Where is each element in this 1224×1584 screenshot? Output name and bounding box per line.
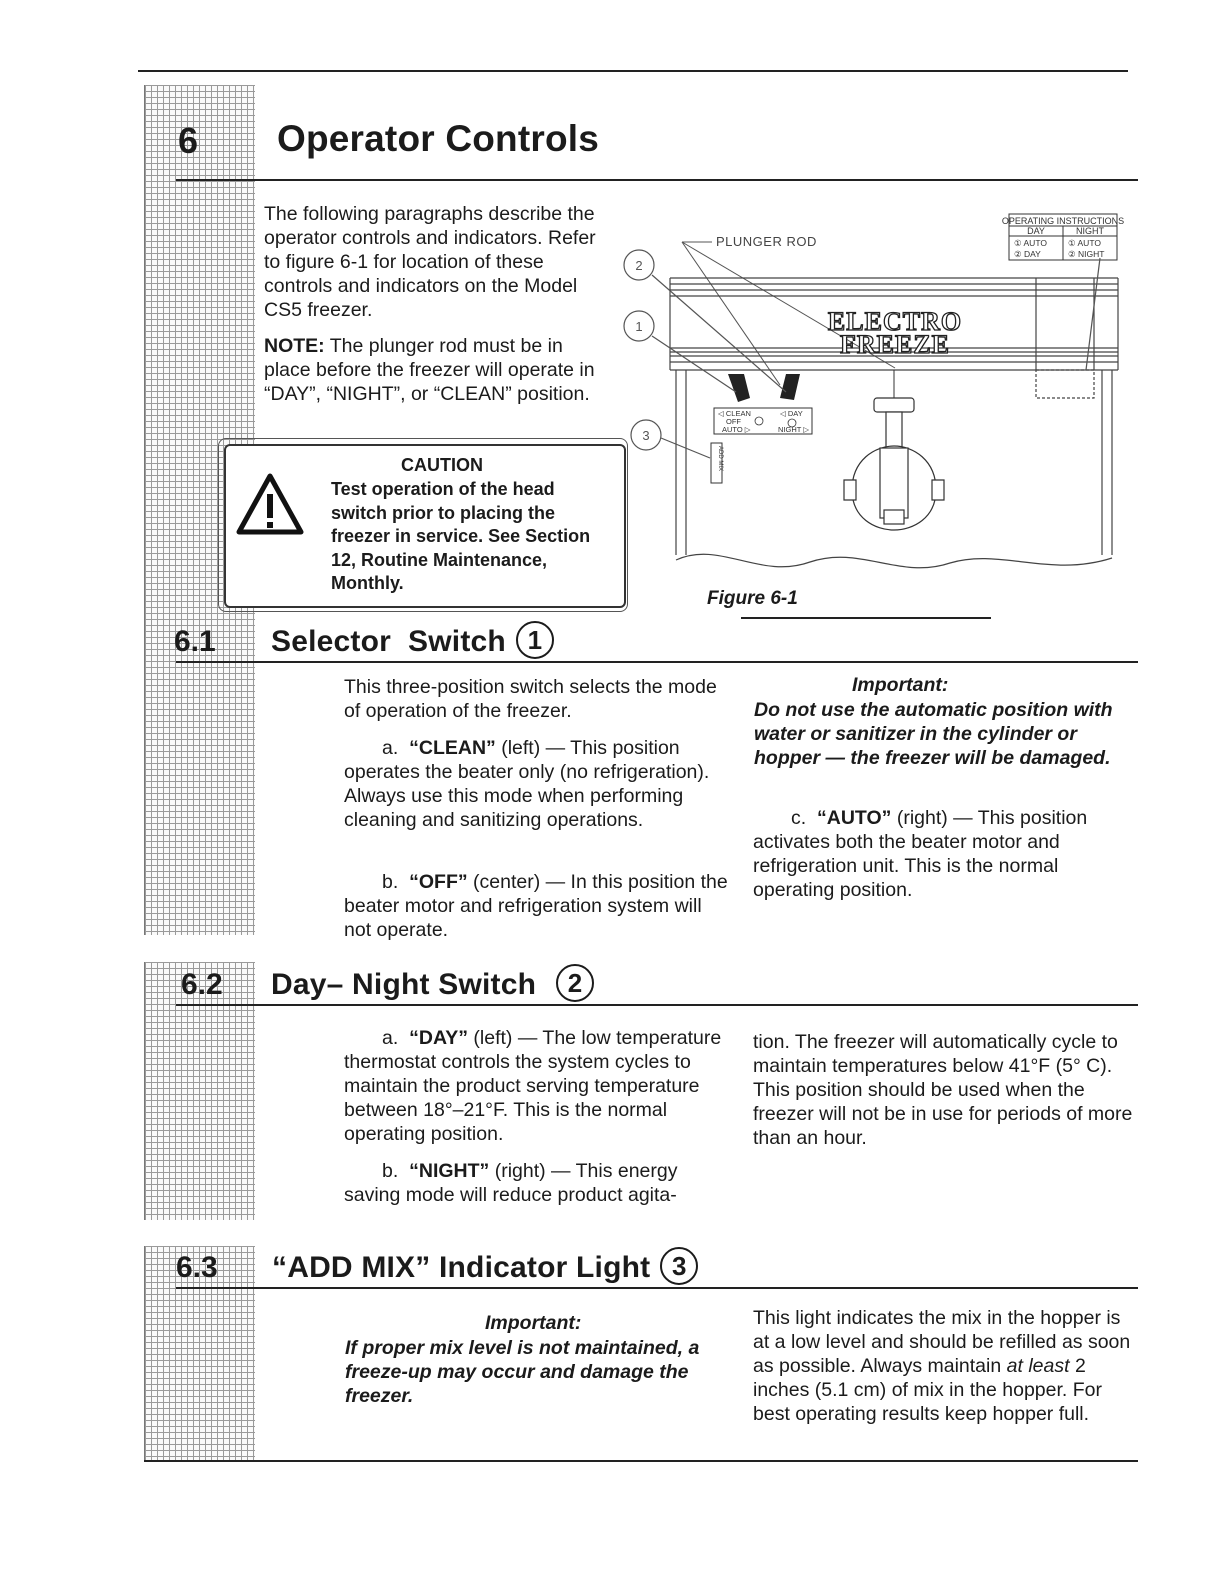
item-a-term: “CLEAN” — [409, 737, 496, 759]
section-6-number: 6 — [178, 120, 199, 161]
section-6-2-item-b — [344, 1159, 728, 1207]
section-6-3-rule — [176, 1287, 1138, 1289]
day-item-term: “DAY” — [409, 1027, 468, 1049]
op-instructions-night-1: ① AUTO — [1068, 238, 1101, 248]
item-c-term: “AUTO” — [817, 807, 892, 829]
section-6-1-intro: This three-position switch selects the mode of operation of the freezer. — [344, 676, 717, 722]
top-rule — [138, 70, 1128, 72]
section-6-1-item-b — [344, 870, 730, 942]
item-b-text: (center) — In this position the beater motor and refrigeration system will not operate. — [344, 871, 728, 941]
section-6-2-title-text: Day– Night Switch — [271, 967, 537, 1001]
section-6-1-title-text: Selector Switch — [271, 624, 506, 658]
callout-1: 1 — [635, 319, 643, 334]
section-6-note — [264, 334, 604, 406]
section-6-1-number: 6.1 — [174, 625, 216, 658]
brand-freeze: FREEZE — [839, 330, 951, 359]
plunger-rod-label: PLUNGER ROD — [716, 234, 817, 249]
op-instructions-night: NIGHT — [1076, 226, 1104, 236]
item-b-prefix: b. — [382, 871, 399, 893]
caution-text: Test operation of the head switch prior to placing the freezer in service. See Section 12, Routine Maintenance, Monthly. — [331, 479, 591, 594]
op-instructions-night-2: ② NIGHT — [1068, 249, 1105, 259]
figure-6-1-diagram — [600, 205, 1130, 595]
section-6-2-rule — [176, 1004, 1138, 1006]
op-instructions-day-2: ② DAY — [1014, 249, 1041, 259]
add-mix-label: ADD MIX — [717, 446, 723, 472]
callout-3: 3 — [642, 428, 650, 443]
night-item-text: (right) — This energy saving mode will reduce product agita- — [344, 1160, 678, 1206]
selector-switch-knob — [728, 374, 750, 402]
op-instructions-title: OPERATING INSTRUCTIONS — [1001, 216, 1125, 226]
section-6-3-title — [272, 1250, 698, 1288]
section-6-3-important-heading: Important: — [485, 1312, 582, 1334]
day-item-text: (left) — The low temperature thermostat controls the system cycles to maintain the product serving temperature between 18°–21°F. This is the normal operating position. — [344, 1027, 722, 1145]
item-c-text: (right) — This position activates both the beater motor and refrigeration unit. This is the normal operating position. — [753, 807, 1088, 901]
night-item-term: “NIGHT” — [409, 1160, 490, 1182]
item-a-prefix: a. — [382, 737, 399, 759]
section-6-3-number: 6.3 — [176, 1251, 218, 1284]
section-6-intro: The following paragraphs describe the operator controls and indicators. Refer to figure 6-1 for location of these controls and indicators on the Model CS5 freezer. — [264, 203, 596, 321]
section-6-1-title — [271, 624, 554, 662]
switch-label-day: ◁ DAY — [780, 409, 803, 418]
warning-triangle-icon — [235, 472, 305, 536]
section-6-2-item-a — [344, 1026, 728, 1146]
section-6-3-important-text: If proper mix level is not maintained, a freeze-up may occur and damage the freezer. — [345, 1337, 700, 1407]
switch-label-auto: AUTO ▷ — [722, 425, 751, 434]
section-6-1-rule — [176, 661, 1138, 663]
add-mix-text-emphasis: at least — [1006, 1355, 1070, 1377]
switch-label-night: NIGHT ▷ — [778, 425, 810, 434]
caution-heading: CAUTION — [401, 455, 483, 475]
section-6-2-continued: tion. The freezer will automatically cycle to maintain temperatures below 41°F (5° C). This position should be used when the freezer will not be in use for periods of more than an hour. — [753, 1031, 1133, 1149]
figure-caption-rule — [741, 617, 991, 619]
section-6-1-important-heading: Important: — [852, 674, 949, 696]
add-mix-text-after: 2 inches (5.1 cm) of mix in the hopper. For best operating results keep hopper full. — [753, 1355, 1102, 1425]
night-item-prefix: b. — [382, 1160, 399, 1182]
callout-2: 2 — [635, 258, 643, 273]
day-item-prefix: a. — [382, 1027, 399, 1049]
bottom-rule — [144, 1460, 1138, 1462]
operating-instructions-plate — [1002, 214, 1124, 260]
note-label: NOTE: — [264, 335, 325, 357]
section-6-2-number: 6.2 — [181, 968, 223, 1001]
op-instructions-day-1: ① AUTO — [1014, 238, 1047, 248]
section-6-3-title-text: “ADD MIX” Indicator Light — [272, 1250, 651, 1284]
page-title: Operator Controls — [277, 118, 600, 159]
figure-caption: Figure 6-1 — [707, 588, 798, 609]
switch-label-clean: ◁ CLEAN — [718, 409, 751, 418]
item-a-text: (left) — This position operates the beater only (no refrigeration). Always use this mode when performing cleaning and sanitizing operations. — [344, 737, 710, 831]
circled-number-2: 2 — [556, 964, 594, 1002]
op-instructions-day: DAY — [1027, 226, 1045, 236]
switch-label-off: OFF — [726, 417, 741, 426]
day-night-switch-knob — [780, 374, 800, 400]
circled-number-1: 1 — [516, 621, 554, 659]
brand-electro: ELECTRO — [827, 307, 963, 336]
section-6-1-important-text: Do not use the automatic position with water or sanitizer in the cylinder or hopper — the freezer will be damaged. — [754, 699, 1113, 769]
section-6-rule — [176, 179, 1138, 181]
note-text: The plunger rod must be in place before the freezer will operate in “DAY”, “NIGHT”, or “CLEAN” position. — [264, 335, 595, 405]
section-6-2-title — [271, 967, 594, 1005]
item-c-prefix: c. — [791, 807, 807, 829]
circled-number-3: 3 — [660, 1247, 698, 1285]
section-6-1-item-c — [753, 806, 1131, 902]
section-6-1-item-a — [344, 736, 730, 832]
section-6-3-text — [753, 1306, 1137, 1426]
add-mix-text-before: This light indicates the mix in the hopper is at a low level and should be refilled as soon as possible. Always maintain — [753, 1307, 1131, 1377]
item-b-term: “OFF” — [409, 871, 468, 893]
